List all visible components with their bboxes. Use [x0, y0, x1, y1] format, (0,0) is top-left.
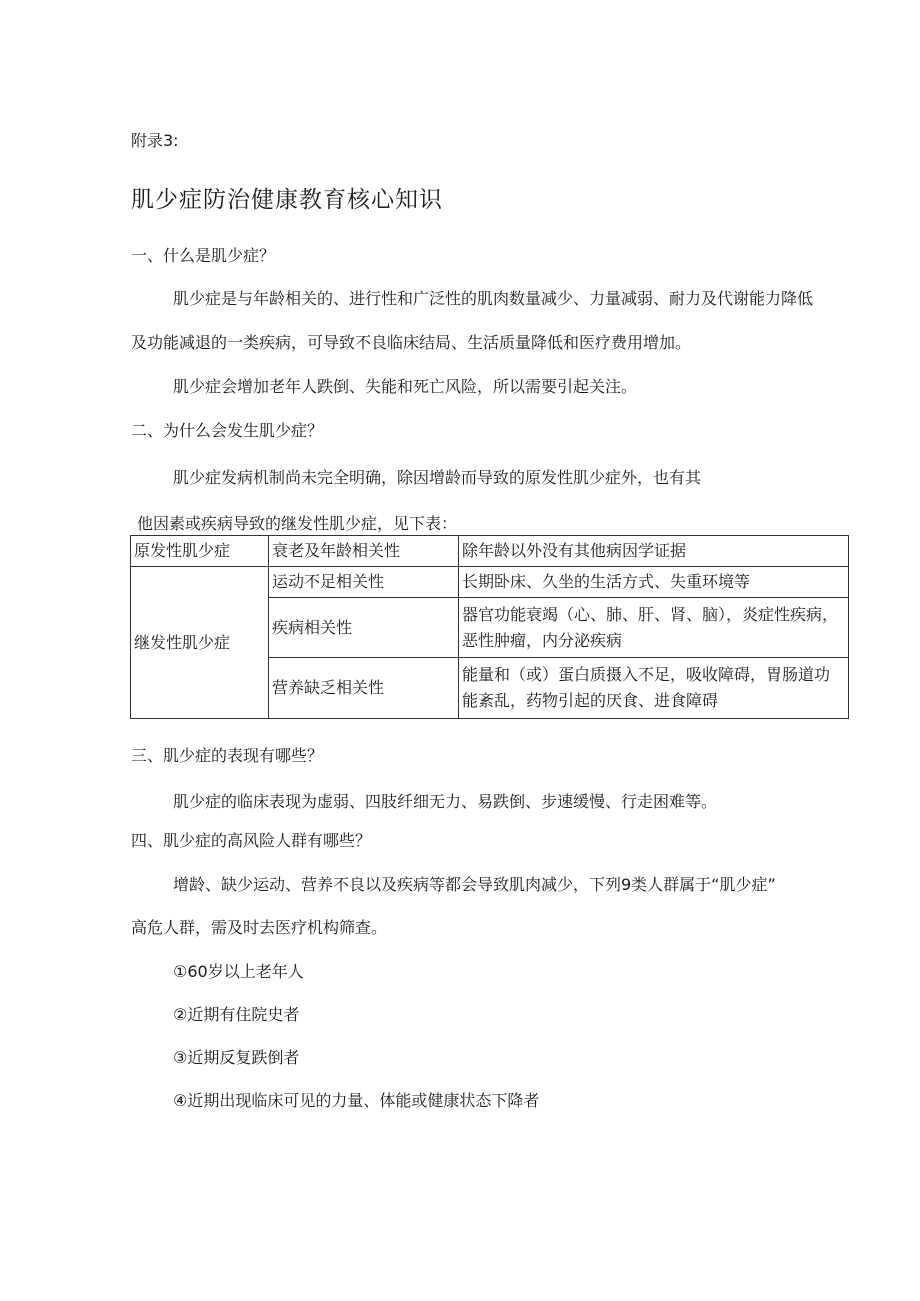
table-cell-category: 原发性肌少症: [131, 536, 269, 567]
appendix-label: 附录3:: [131, 131, 179, 150]
list-item: ②近期有住院史者: [173, 1005, 300, 1024]
table-row: [131, 567, 849, 598]
list-item: ①60岁以上老年人: [173, 962, 304, 981]
table-cell-subtype: 营养缺乏相关性: [269, 658, 459, 719]
table-cell-category: 继发性肌少症: [131, 567, 269, 719]
table-cell-subtype: 衰老及年龄相关性: [269, 536, 459, 567]
sarcopenia-cause-table: [130, 535, 849, 719]
document-title: 肌少症防治健康教育核心知识: [131, 187, 443, 213]
table-cell-description: 除年龄以外没有其他病因学证据: [459, 536, 849, 567]
section-3-paragraph: 肌少症的临床表现为虚弱、四肢纤细无力、易跌倒、步速缓慢、行走困难等。: [173, 792, 718, 811]
section-4-paragraph-line-1: 增龄、缺少运动、营养不良以及疾病等都会导致肌肉减少，下列9类人群属于“肌少症”: [173, 875, 776, 894]
list-item: ③近期反复跌倒者: [173, 1048, 300, 1067]
section-1-paragraph-1-line-1: 肌少症是与年龄相关的、进行性和广泛性的肌肉数量减少、力量减弱、耐力及代谢能力降低: [173, 289, 814, 308]
section-2-paragraph-line-1: 肌少症发病机制尚未完全明确，除因增龄而导致的原发性肌少症外，也有其: [173, 468, 702, 487]
section-4-paragraph-line-2: 高危人群，需及时去医疗机构筛查。: [131, 918, 388, 937]
list-item: ④近期出现临床可见的力量、体能或健康状态下降者: [173, 1091, 540, 1110]
table-cell-description: 长期卧床、久坐的生活方式、失重环境等: [459, 567, 849, 598]
section-2-paragraph-line-2: 他因素或疾病导致的继发性肌少症，见下表：: [137, 514, 458, 533]
section-4-heading: 四、肌少症的高风险人群有哪些？: [131, 831, 372, 850]
section-2-heading: 二、为什么会发生肌少症？: [131, 421, 324, 440]
table-cell-subtype: 疾病相关性: [269, 598, 459, 658]
section-1-paragraph-2: 肌少症会增加老年人跌倒、失能和死亡风险，所以需要引起关注。: [173, 377, 638, 396]
table-row: [131, 536, 849, 567]
section-1-heading: 一、什么是肌少症？: [131, 246, 276, 265]
table-cell-description: 器官功能衰竭（心、肺、肝、肾、脑），炎症性疾病，恶性肿瘤，内分泌疾病: [459, 598, 849, 658]
table-cell-subtype: 运动不足相关性: [269, 567, 459, 598]
table-cell-description: 能量和（或）蛋白质摄入不足，吸收障碍，胃肠道功能紊乱，药物引起的厌食、进食障碍: [459, 658, 849, 719]
section-1-paragraph-1-line-2: 及功能减退的一类疾病，可导致不良临床结局、生活质量降低和医疗费用增加。: [131, 333, 692, 352]
section-3-heading: 三、肌少症的表现有哪些？: [131, 746, 324, 765]
